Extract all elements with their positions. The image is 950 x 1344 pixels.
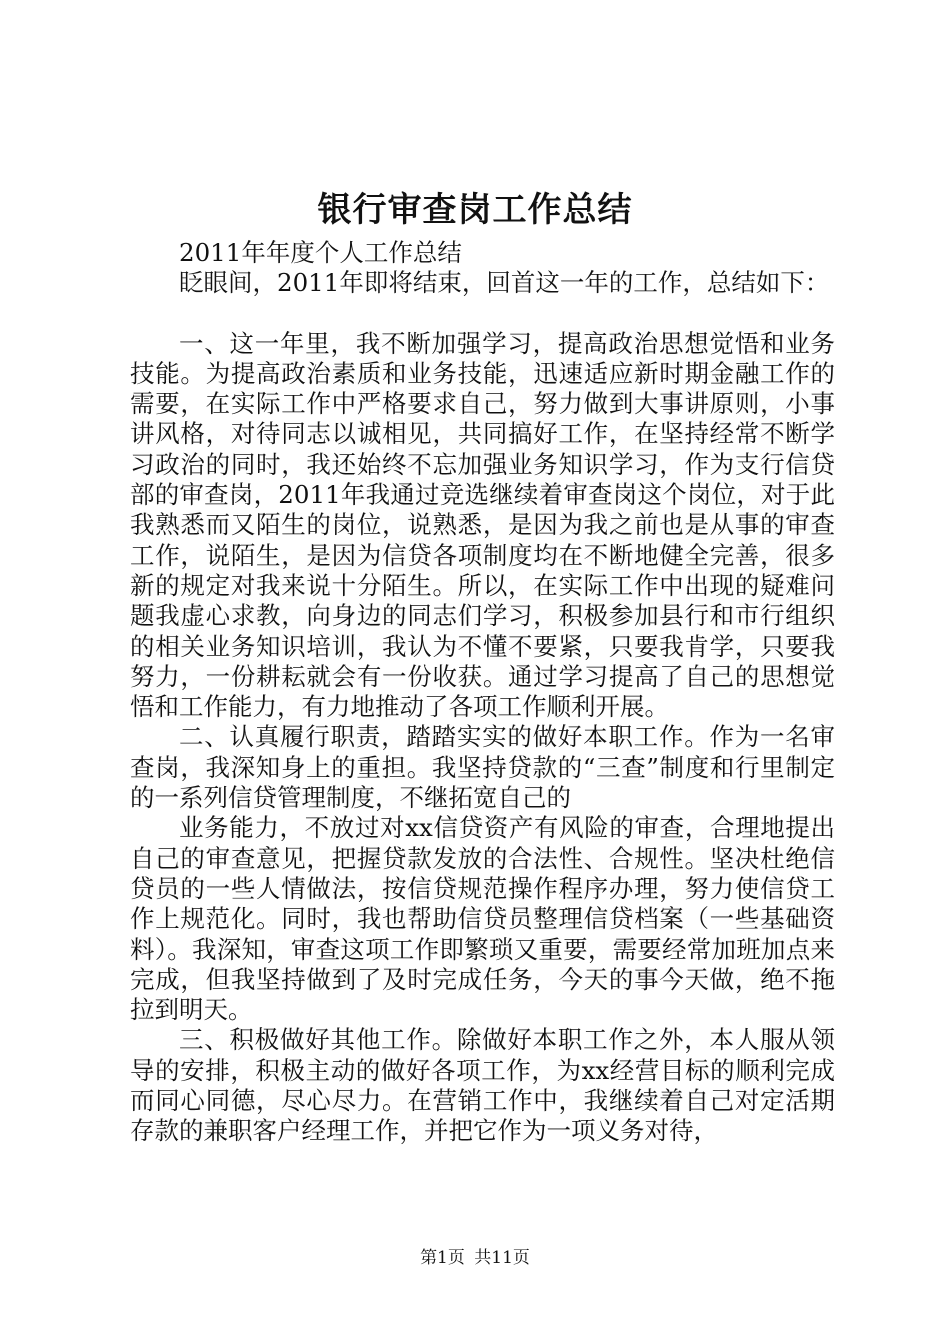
page-number: 第1页 [420, 1248, 465, 1268]
document-title: 银行审查岗工作总结 [317, 190, 633, 230]
section-two-paragraph: 二、认真履行职责，踏踏实实的做好本职工作。作为一名审查岗，我深知身上的重担。我坚持贷款的“三查”制度和行里制定的一系列信贷管理制度，不继拓宽自己的 [130, 722, 835, 813]
page-total: 共11页 [474, 1248, 530, 1268]
page-footer [0, 1243, 950, 1268]
section-three-paragraph: 三、积极做好其他工作。除做好本职工作之外，本人服从领导的安排，积极主动的做好各项工作，为xx经营目标的顺利完成而同心同德，尽心尽力。在营销工作中，我继续着自己对定活期存款的兼职客户经理工作，并把它作为一项义务对待， [130, 1025, 835, 1146]
section-two-continued-paragraph: 业务能力，不放过对xx信贷资产有风险的审查，合理地提出自己的审查意见，把握贷款发放的合法性、合规性。坚决杜绝信贷员的一些人情做法，按信贷规范操作程序办理，努力使信贷工作上规范化。同时，我也帮助信贷员整理信贷档案（一些基础资料）。我深知，审查这项工作即繁琐又重要，需要经常加班加点来完成，但我坚持做到了及时完成任务，今天的事今天做，绝不拖拉到明天。 [130, 813, 835, 1025]
subtitle-paragraph: 2011年年度个人工作总结 [179, 238, 462, 267]
document-body [130, 238, 835, 1147]
intro-paragraph: 眨眼间，2011年即将结束，回首这一年的工作，总结如下： [179, 268, 830, 298]
section-one-paragraph: 一、这一年里，我不断加强学习，提高政治思想觉悟和业务技能。为提高政治素质和业务技能，迅速适应新时期金融工作的需要，在实际工作中严格要求自己，努力做到大事讲原则，小事讲风格，对待同志以诚相见，共同搞好工作，在坚持经常不断学习政治的同时，我还始终不忘加强业务知识学习，作为支行信贷部的审查岗，2011年我通过竞选继续着审查岗这个岗位，对于此我熟悉而又陌生的岗位，说熟悉，是因为我之前也是从事的审查工作，说陌生，是因为信贷各项制度均在不断地健全完善，很多新的规定对我来说十分陌生。所以，在实际工作中出现的疑难问题我虚心求教，向身边的同志们学习，积极参加县行和市行组织的相关业务知识培训，我认为不懂不要紧，只要我肯学，只要我努力，一份耕耘就会有一份收获。通过学习提高了自己的思想觉悟和工作能力，有力地推动了各项工作顺利开展。 [130, 328, 835, 722]
paragraph-spacer [130, 299, 835, 329]
